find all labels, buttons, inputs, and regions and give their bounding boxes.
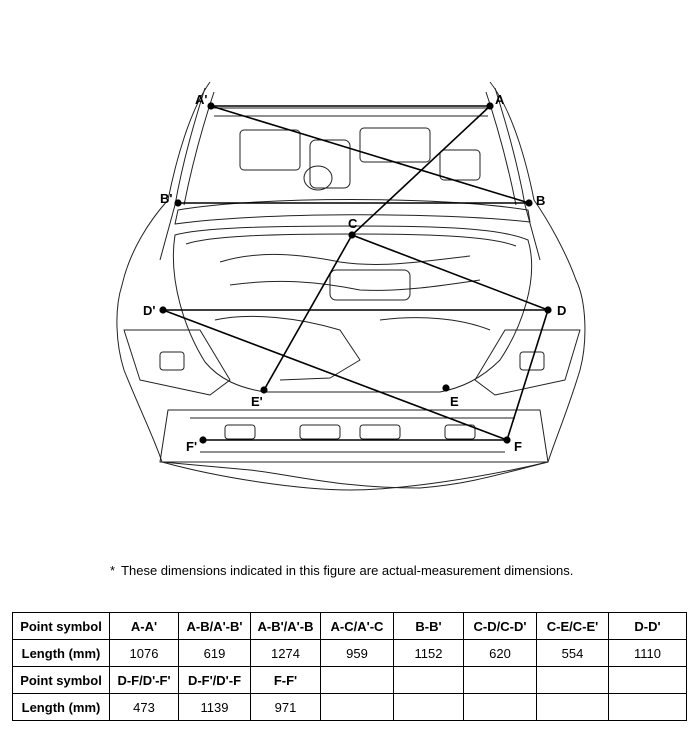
trunk-opening: [173, 226, 531, 392]
table-cell: 1274: [251, 640, 321, 667]
table-cell: [609, 694, 687, 721]
table-cell: A-B'/A'-B: [251, 613, 321, 640]
point-label-e: E: [450, 394, 459, 409]
point-label-e-prime: E': [251, 394, 263, 409]
table-row: [13, 667, 687, 694]
table-cell: [394, 667, 464, 694]
point-label-f-prime: F': [186, 439, 198, 454]
detail-block: [440, 150, 480, 180]
left-pillar: [160, 88, 208, 260]
table-cell: [464, 667, 537, 694]
table-cell: D-D': [609, 613, 687, 640]
table-cell: 1076: [110, 640, 179, 667]
measurement-point-b: [525, 199, 532, 206]
point-label-d-prime: D': [143, 303, 156, 318]
body-outline: [117, 82, 585, 488]
measurement-point-ep: [260, 386, 267, 393]
table-cell: [321, 667, 394, 694]
measurement-point-d: [544, 306, 551, 313]
table-cell: D-F'/D'-F: [179, 667, 251, 694]
panel-hole: [300, 425, 340, 439]
measurement-point-f: [503, 436, 510, 443]
row-label: Point symbol: [13, 613, 110, 640]
measurement-point-e: [442, 384, 449, 391]
table-cell: D-F/D'-F': [110, 667, 179, 694]
measurement-line-c-ep: [264, 235, 352, 390]
table-row: [13, 613, 687, 640]
floor-pan: [330, 270, 410, 300]
note-text: These dimensions indicated in this figure are actual-measurement dimensions.: [121, 563, 574, 578]
point-label-a-prime: A': [195, 92, 208, 107]
dimension-table: [12, 612, 687, 721]
measurement-point-ap: [207, 102, 214, 109]
table-row: [13, 640, 687, 667]
table-row: [13, 694, 687, 721]
table-cell: A-A': [110, 613, 179, 640]
panel-hole: [360, 425, 400, 439]
right-pillar: [495, 88, 540, 260]
table-cell: [537, 667, 609, 694]
table-cell: 1139: [179, 694, 251, 721]
table-cell: 971: [251, 694, 321, 721]
table-cell: 959: [321, 640, 394, 667]
measurement-line-dp-f: [163, 310, 507, 440]
table-cell: [609, 667, 687, 694]
point-label-d: D: [557, 303, 567, 318]
table-cell: A-C/A'-C: [321, 613, 394, 640]
measurement-point-c: [348, 231, 355, 238]
table-cell: 1152: [394, 640, 464, 667]
table-cell: C-E/C-E': [537, 613, 609, 640]
table-cell: 473: [110, 694, 179, 721]
table-cell: [394, 694, 464, 721]
measurement-note: [110, 563, 573, 578]
detail-block: [240, 130, 300, 170]
measurement-point-dp: [159, 306, 166, 313]
table-cell: 619: [179, 640, 251, 667]
detail-block: [360, 128, 430, 162]
point-label-b: B: [536, 193, 546, 208]
measurement-point-fp: [199, 436, 206, 443]
row-label: Length (mm): [13, 640, 110, 667]
rear-axle-detail: [220, 254, 470, 264]
table-cell: F-F': [251, 667, 321, 694]
upper-crossmember: [212, 108, 490, 116]
point-label-f: F: [514, 439, 522, 454]
panel-hole: [225, 425, 255, 439]
lamp-socket: [160, 352, 184, 370]
row-label: Point symbol: [13, 667, 110, 694]
table-cell: A-B/A'-B': [179, 613, 251, 640]
table-cell: 620: [464, 640, 537, 667]
table-cell: C-D/C-D': [464, 613, 537, 640]
detail-tank: [304, 166, 332, 190]
table-cell: [464, 694, 537, 721]
table-cell: 554: [537, 640, 609, 667]
table-cell: [537, 694, 609, 721]
row-label: Length (mm): [13, 694, 110, 721]
table-cell: 1110: [609, 640, 687, 667]
measurement-point-bp: [174, 199, 181, 206]
measurement-line-c-d: [352, 235, 548, 310]
note-asterisk: *: [110, 563, 116, 578]
table-cell: B-B': [394, 613, 464, 640]
back-panel-rib: [190, 418, 515, 452]
panel-hole: [445, 425, 475, 439]
point-label-c: C: [348, 216, 358, 231]
point-label-a: A: [495, 92, 505, 107]
floor-detail: [380, 318, 490, 330]
point-label-b-prime: B': [160, 191, 173, 206]
table-cell: [321, 694, 394, 721]
rear-axle-detail: [230, 280, 480, 290]
left-tail-lamp: [124, 330, 230, 395]
measurement-line-ap-b: [211, 106, 529, 203]
measurement-point-a: [486, 102, 493, 109]
right-tail-lamp: [475, 330, 580, 395]
bumper-lower: [162, 462, 548, 490]
